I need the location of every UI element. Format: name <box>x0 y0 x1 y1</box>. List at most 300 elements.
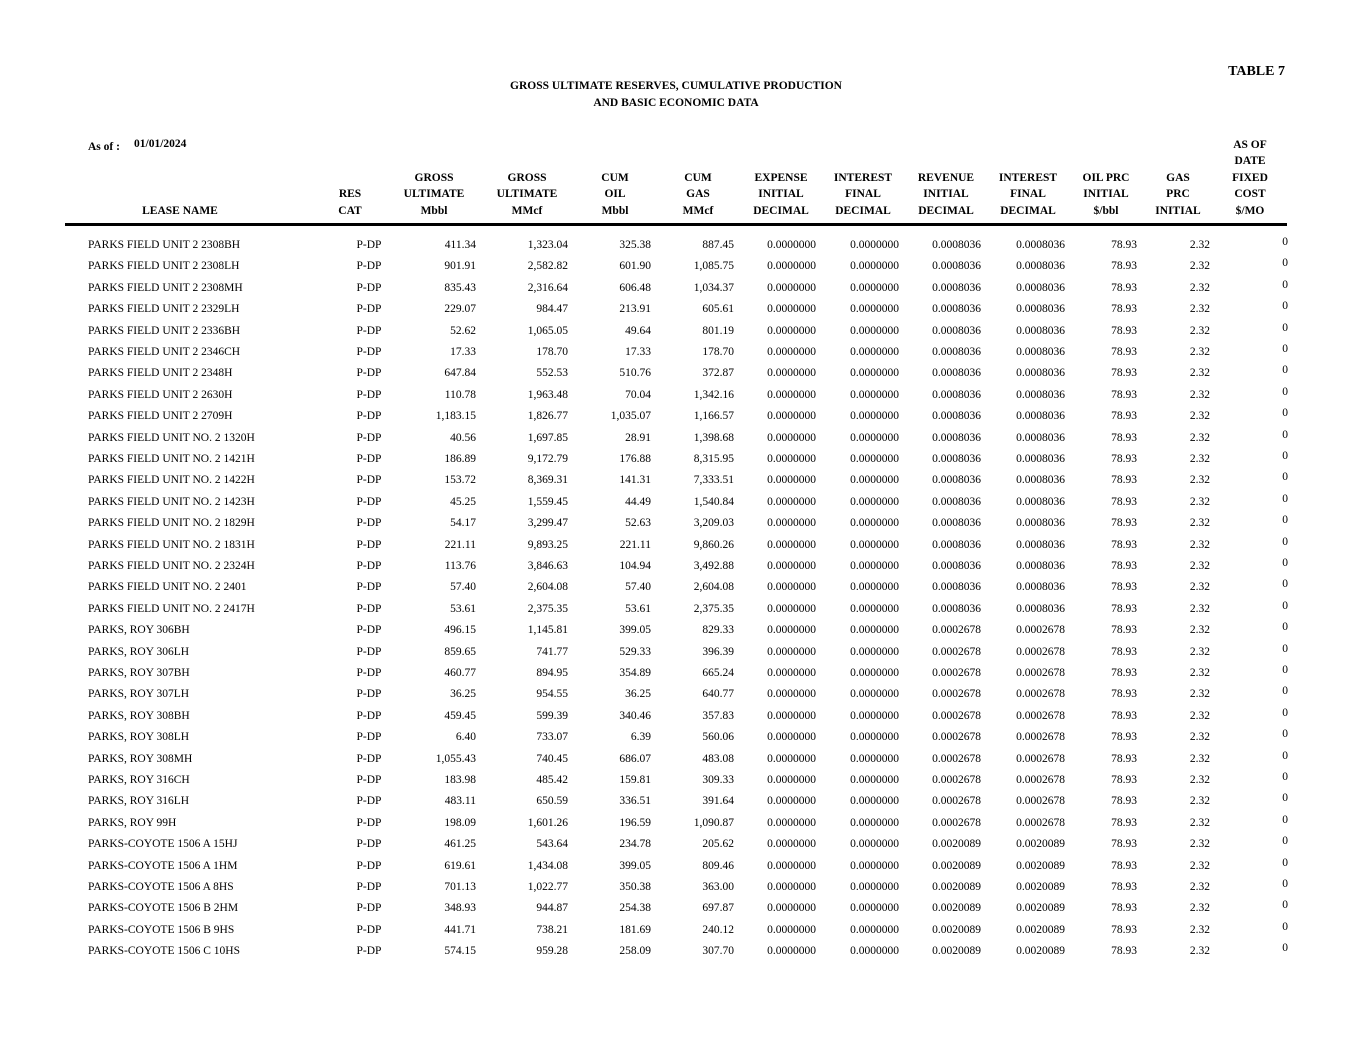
cell-expense: 0.0000000 <box>767 774 816 786</box>
cell-gross_ult_oil: 459.45 <box>444 709 476 722</box>
cell-gross_ult_gas: 1,065.05 <box>527 324 568 337</box>
table-row <box>0 920 1365 945</box>
cell-gross_ult_gas: 9,893.25 <box>527 538 568 551</box>
cell-gross_ult_gas: 741.77 <box>536 645 568 658</box>
cell-gross_ult_oil: 496.15 <box>444 624 476 637</box>
cell-res_cat: P-DP <box>356 260 382 273</box>
cell-fixed_cost: 0 <box>1282 920 1288 933</box>
cell-cum_oil: 57.40 <box>625 581 651 594</box>
cell-res_cat: P-DP <box>356 388 382 401</box>
col-header-fixed_cost: DATE <box>1234 155 1266 167</box>
cell-revenue: 0.0008036 <box>932 303 981 316</box>
report-title-line-1: GROSS ULTIMATE RESERVES, CUMULATIVE PRODUCTION <box>510 80 842 92</box>
cell-cum_oil: 159.81 <box>619 774 651 786</box>
cell-int_final: 0.0000000 <box>850 453 899 465</box>
cell-oil_prc: 78.93 <box>1111 453 1137 465</box>
table-row <box>0 664 1365 688</box>
cell-expense: 0.0000000 <box>767 367 816 380</box>
cell-gross_ult_gas: 984.47 <box>536 303 568 316</box>
cell-cum_gas: 1,398.68 <box>693 431 734 444</box>
cell-oil_prc: 78.93 <box>1111 923 1137 936</box>
cell-expense: 0.0000000 <box>767 388 816 401</box>
cell-int_final: 0.0000000 <box>850 838 899 851</box>
cell-res_cat: P-DP <box>356 453 382 465</box>
cell-cum_oil: 44.49 <box>625 495 651 508</box>
cell-oil_prc: 78.93 <box>1111 538 1137 551</box>
cell-revenue: 0.0008036 <box>932 281 981 294</box>
cell-lease_name: PARKS, ROY 306BH <box>88 624 190 637</box>
cell-int_final: 0.0000000 <box>850 303 899 316</box>
col-header-oil_prc: INITIAL <box>1083 188 1129 200</box>
cell-expense: 0.0000000 <box>767 624 816 637</box>
cell-cum_oil: 221.11 <box>619 538 651 551</box>
cell-gas_prc: 2.32 <box>1189 645 1210 658</box>
cell-fixed_cost: 0 <box>1282 578 1288 591</box>
cell-revenue: 0.0002678 <box>932 688 981 701</box>
cell-cum_gas: 363.00 <box>702 881 734 893</box>
cell-gross_ult_oil: 461.25 <box>444 838 476 851</box>
cell-oil_prc: 78.93 <box>1111 431 1137 444</box>
cell-gross_ult_gas: 1,697.85 <box>527 431 568 444</box>
cell-gross_ult_oil: 186.89 <box>444 453 476 465</box>
col-header-int_final2: DECIMAL <box>1000 204 1056 217</box>
cell-cum_oil: 510.76 <box>619 367 651 380</box>
cell-res_cat: P-DP <box>356 410 382 423</box>
cell-lease_name: PARKS FIELD UNIT NO. 2 1422H <box>88 474 255 487</box>
cell-cum_oil: 258.09 <box>619 945 651 958</box>
cell-cum_gas: 1,090.87 <box>693 816 734 829</box>
cell-oil_prc: 78.93 <box>1111 709 1137 722</box>
cell-res_cat: P-DP <box>356 517 382 530</box>
cell-cum_oil: 340.46 <box>619 709 651 722</box>
cell-lease_name: PARKS FIELD UNIT 2 2308MH <box>88 281 243 294</box>
cell-gross_ult_gas: 9,172.79 <box>527 453 568 465</box>
cell-cum_gas: 205.62 <box>702 838 734 851</box>
cell-gas_prc: 2.32 <box>1189 367 1210 380</box>
cell-int_final2: 0.0002678 <box>1016 688 1065 701</box>
cell-fixed_cost: 0 <box>1282 664 1288 676</box>
cell-gross_ult_gas: 894.95 <box>536 667 568 679</box>
cell-cum_gas: 8,315.95 <box>693 453 734 465</box>
cell-gross_ult_gas: 1,826.77 <box>527 410 568 423</box>
cell-expense: 0.0000000 <box>767 239 816 251</box>
cell-int_final: 0.0000000 <box>850 645 899 658</box>
cell-expense: 0.0000000 <box>767 517 816 530</box>
table-row <box>0 492 1365 517</box>
cell-gas_prc: 2.32 <box>1189 624 1210 637</box>
cell-lease_name: PARKS, ROY 307BH <box>88 667 190 679</box>
cell-expense: 0.0000000 <box>767 816 816 829</box>
cell-lease_name: PARKS, ROY 308LH <box>88 731 190 744</box>
as-of-label: As of : <box>88 141 120 153</box>
cell-oil_prc: 78.93 <box>1111 388 1137 401</box>
cell-revenue: 0.0020089 <box>932 923 981 936</box>
cell-fixed_cost: 0 <box>1282 257 1288 270</box>
cell-int_final2: 0.0002678 <box>1016 731 1065 744</box>
table-row <box>0 385 1365 410</box>
cell-gross_ult_oil: 1,055.43 <box>435 752 476 765</box>
table-row <box>0 471 1365 495</box>
cell-expense: 0.0000000 <box>767 303 816 316</box>
cell-gross_ult_gas: 1,022.77 <box>527 881 568 893</box>
cell-lease_name: PARKS-COYOTE 1506 C 10HS <box>88 945 240 958</box>
cell-gross_ult_gas: 3,299.47 <box>527 517 568 530</box>
cell-gross_ult_gas: 178.70 <box>536 346 568 358</box>
cell-int_final2: 0.0020089 <box>1016 945 1065 958</box>
cell-fixed_cost: 0 <box>1282 749 1288 762</box>
col-header-gross_ult_gas: MMcf <box>511 204 543 217</box>
cell-gross_ult_oil: 647.84 <box>444 367 476 380</box>
cell-lease_name: PARKS FIELD UNIT NO. 2 1423H <box>88 495 255 508</box>
col-header-gross_ult_gas: GROSS <box>507 171 547 184</box>
cell-gross_ult_gas: 552.53 <box>536 367 568 380</box>
col-header-fixed_cost: AS OF <box>1233 138 1267 151</box>
cell-fixed_cost: 0 <box>1282 771 1288 783</box>
cell-fixed_cost: 0 <box>1282 364 1288 377</box>
cell-int_final2: 0.0020089 <box>1016 881 1065 893</box>
cell-int_final2: 0.0002678 <box>1016 752 1065 765</box>
cell-fixed_cost: 0 <box>1282 856 1288 869</box>
cell-oil_prc: 78.93 <box>1111 560 1137 572</box>
col-header-fixed_cost: FIXED <box>1232 171 1268 184</box>
cell-expense: 0.0000000 <box>767 474 816 487</box>
cell-res_cat: P-DP <box>356 688 382 701</box>
cell-gas_prc: 2.32 <box>1189 667 1210 679</box>
cell-gas_prc: 2.32 <box>1189 346 1210 358</box>
col-header-cum_gas: CUM <box>684 171 712 184</box>
col-header-revenue: INITIAL <box>923 188 969 200</box>
cell-int_final: 0.0000000 <box>850 945 899 958</box>
cell-int_final2: 0.0008036 <box>1016 324 1065 337</box>
cell-cum_oil: 196.59 <box>619 816 651 829</box>
cell-revenue: 0.0002678 <box>932 645 981 658</box>
cell-gas_prc: 2.32 <box>1189 923 1210 936</box>
cell-lease_name: PARKS FIELD UNIT NO. 2 1829H <box>88 517 255 530</box>
cell-int_final: 0.0000000 <box>850 367 899 380</box>
cell-revenue: 0.0002678 <box>932 752 981 765</box>
cell-res_cat: P-DP <box>356 859 382 872</box>
cell-revenue: 0.0008036 <box>932 346 981 358</box>
cell-expense: 0.0000000 <box>767 795 816 808</box>
cell-res_cat: P-DP <box>356 624 382 637</box>
cell-fixed_cost: 0 <box>1282 514 1288 527</box>
cell-int_final: 0.0000000 <box>850 410 899 423</box>
cell-gas_prc: 2.32 <box>1189 731 1210 744</box>
cell-cum_gas: 3,209.03 <box>693 517 734 530</box>
cell-cum_gas: 178.70 <box>702 346 734 358</box>
cell-lease_name: PARKS FIELD UNIT NO. 2 2417H <box>88 602 255 615</box>
cell-cum_oil: 601.90 <box>619 260 651 273</box>
cell-int_final: 0.0000000 <box>850 667 899 679</box>
cell-lease_name: PARKS FIELD UNIT NO. 2 2324H <box>88 560 255 572</box>
cell-cum_gas: 697.87 <box>702 902 734 915</box>
cell-gross_ult_oil: 619.61 <box>444 859 476 872</box>
cell-oil_prc: 78.93 <box>1111 324 1137 337</box>
cell-gas_prc: 2.32 <box>1189 324 1210 337</box>
cell-lease_name: PARKS FIELD UNIT NO. 2 2401 <box>88 581 247 594</box>
cell-lease_name: PARKS, ROY 308BH <box>88 709 190 722</box>
cell-lease_name: PARKS-COYOTE 1506 B 9HS <box>88 923 235 936</box>
col-header-gross_ult_oil: GROSS <box>414 171 454 184</box>
table-row <box>0 942 1365 966</box>
cell-res_cat: P-DP <box>356 774 382 786</box>
cell-res_cat: P-DP <box>356 474 382 487</box>
cell-int_final2: 0.0008036 <box>1016 281 1065 294</box>
col-header-int_final2: FINAL <box>1010 188 1046 200</box>
cell-expense: 0.0000000 <box>767 538 816 551</box>
cell-gross_ult_oil: 835.43 <box>444 281 476 294</box>
cell-oil_prc: 78.93 <box>1111 838 1137 851</box>
cell-gross_ult_oil: 53.61 <box>450 602 476 615</box>
cell-int_final: 0.0000000 <box>850 324 899 337</box>
cell-gross_ult_gas: 944.87 <box>536 902 568 915</box>
cell-gas_prc: 2.32 <box>1189 239 1210 251</box>
col-header-expense: DECIMAL <box>753 204 809 217</box>
cell-oil_prc: 78.93 <box>1111 303 1137 316</box>
cell-cum_oil: 104.94 <box>619 560 651 572</box>
cell-expense: 0.0000000 <box>767 945 816 958</box>
table-row <box>0 642 1365 667</box>
cell-oil_prc: 78.93 <box>1111 410 1137 423</box>
cell-cum_gas: 801.19 <box>702 324 734 337</box>
cell-gross_ult_gas: 1,559.45 <box>527 495 568 508</box>
cell-cum_oil: 53.61 <box>625 602 651 615</box>
cell-cum_oil: 254.38 <box>619 902 651 915</box>
cell-revenue: 0.0008036 <box>932 581 981 594</box>
cell-int_final2: 0.0002678 <box>1016 645 1065 658</box>
cell-gas_prc: 2.32 <box>1189 260 1210 273</box>
cell-cum_gas: 372.87 <box>702 367 734 380</box>
cell-gas_prc: 2.32 <box>1189 709 1210 722</box>
cell-gross_ult_gas: 485.42 <box>536 774 568 786</box>
cell-fixed_cost: 0 <box>1282 642 1288 655</box>
cell-res_cat: P-DP <box>356 816 382 829</box>
cell-cum_gas: 1,166.57 <box>693 410 734 423</box>
cell-fixed_cost: 0 <box>1282 835 1288 848</box>
cell-gross_ult_oil: 110.78 <box>444 388 476 401</box>
cell-int_final2: 0.0002678 <box>1016 624 1065 637</box>
cell-lease_name: PARKS FIELD UNIT 2 2336BH <box>88 324 241 337</box>
cell-gross_ult_oil: 54.17 <box>450 517 476 530</box>
cell-gross_ult_gas: 2,582.82 <box>527 260 568 273</box>
cell-res_cat: P-DP <box>356 346 382 358</box>
cell-cum_oil: 234.78 <box>619 838 651 851</box>
cell-gross_ult_gas: 733.07 <box>536 731 568 744</box>
cell-res_cat: P-DP <box>356 838 382 851</box>
cell-gas_prc: 2.32 <box>1189 774 1210 786</box>
cell-int_final2: 0.0020089 <box>1016 902 1065 915</box>
cell-gas_prc: 2.32 <box>1189 281 1210 294</box>
table-row <box>0 792 1365 816</box>
cell-int_final: 0.0000000 <box>850 517 899 530</box>
cell-lease_name: PARKS FIELD UNIT NO. 2 1421H <box>88 453 255 465</box>
cell-int_final2: 0.0008036 <box>1016 346 1065 358</box>
cell-int_final2: 0.0008036 <box>1016 602 1065 615</box>
col-header-cum_oil: Mbbl <box>601 204 629 217</box>
table-label: TABLE 7 <box>1228 64 1285 79</box>
cell-gas_prc: 2.32 <box>1189 795 1210 808</box>
cell-cum_gas: 483.08 <box>702 752 734 765</box>
col-header-revenue: DECIMAL <box>918 204 974 217</box>
cell-gas_prc: 2.32 <box>1189 602 1210 615</box>
cell-gas_prc: 2.32 <box>1189 688 1210 701</box>
cell-gross_ult_gas: 599.39 <box>536 709 568 722</box>
cell-revenue: 0.0008036 <box>932 602 981 615</box>
cell-cum_oil: 336.51 <box>619 795 651 808</box>
cell-expense: 0.0000000 <box>767 410 816 423</box>
cell-fixed_cost: 0 <box>1282 236 1288 248</box>
cell-int_final2: 0.0008036 <box>1016 260 1065 273</box>
cell-fixed_cost: 0 <box>1282 471 1288 484</box>
cell-expense: 0.0000000 <box>767 902 816 915</box>
cell-fixed_cost: 0 <box>1282 428 1288 441</box>
cell-cum_oil: 141.31 <box>619 474 651 487</box>
cell-gas_prc: 2.32 <box>1189 495 1210 508</box>
cell-cum_oil: 213.91 <box>619 303 651 316</box>
cell-revenue: 0.0008036 <box>932 324 981 337</box>
cell-gas_prc: 2.32 <box>1189 881 1210 893</box>
cell-gas_prc: 2.32 <box>1189 388 1210 401</box>
cell-fixed_cost: 0 <box>1282 813 1288 826</box>
table-row <box>0 813 1365 838</box>
cell-oil_prc: 78.93 <box>1111 474 1137 487</box>
col-header-lease_name: LEASE NAME <box>142 204 218 217</box>
cell-gross_ult_gas: 8,369.31 <box>527 474 568 487</box>
cell-res_cat: P-DP <box>356 239 382 251</box>
table-row <box>0 706 1365 731</box>
cell-gross_ult_oil: 411.34 <box>444 239 476 251</box>
col-header-fixed_cost: COST <box>1234 188 1266 200</box>
col-header-oil_prc: $/bbl <box>1093 204 1119 217</box>
cell-cum_gas: 809.46 <box>702 859 734 872</box>
cell-lease_name: PARKS FIELD UNIT 2 2346CH <box>88 346 241 358</box>
cell-cum_gas: 307.70 <box>702 945 734 958</box>
cell-int_final2: 0.0008036 <box>1016 538 1065 551</box>
cell-fixed_cost: 0 <box>1282 728 1288 741</box>
cell-revenue: 0.0002678 <box>932 731 981 744</box>
cell-cum_gas: 309.33 <box>702 774 734 786</box>
cell-cum_gas: 1,034.37 <box>693 281 734 294</box>
cell-expense: 0.0000000 <box>767 881 816 893</box>
cell-gas_prc: 2.32 <box>1189 859 1210 872</box>
cell-int_final: 0.0000000 <box>850 731 899 744</box>
cell-lease_name: PARKS FIELD UNIT 2 2308BH <box>88 239 241 251</box>
cell-res_cat: P-DP <box>356 538 382 551</box>
cell-cum_gas: 665.24 <box>702 667 734 679</box>
table-row <box>0 321 1365 346</box>
table-row <box>0 771 1365 795</box>
cell-int_final2: 0.0008036 <box>1016 303 1065 316</box>
cell-cum_gas: 2,604.08 <box>693 581 734 594</box>
table-row <box>0 749 1365 774</box>
cell-fixed_cost: 0 <box>1282 942 1288 955</box>
cell-lease_name: PARKS FIELD UNIT NO. 2 1320H <box>88 431 255 444</box>
table-row <box>0 300 1365 324</box>
cell-oil_prc: 78.93 <box>1111 667 1137 679</box>
cell-int_final: 0.0000000 <box>850 881 899 893</box>
col-header-revenue: REVENUE <box>917 171 975 184</box>
cell-revenue: 0.0002678 <box>932 795 981 808</box>
cell-gross_ult_oil: 483.11 <box>444 795 476 808</box>
cell-cum_gas: 396.39 <box>702 645 734 658</box>
cell-cum_oil: 350.38 <box>619 881 651 893</box>
cell-lease_name: PARKS, ROY 306LH <box>88 645 190 658</box>
cell-int_final: 0.0000000 <box>850 260 899 273</box>
cell-revenue: 0.0008036 <box>932 431 981 444</box>
cell-cum_gas: 887.45 <box>702 239 734 251</box>
cell-gross_ult_oil: 17.33 <box>450 346 476 358</box>
cell-oil_prc: 78.93 <box>1111 239 1137 251</box>
table-row <box>0 257 1365 281</box>
cell-gross_ult_oil: 113.76 <box>444 560 476 572</box>
cell-gross_ult_gas: 650.59 <box>536 795 568 808</box>
cell-res_cat: P-DP <box>356 281 382 294</box>
cell-cum_gas: 7,333.51 <box>693 474 734 487</box>
cell-gross_ult_gas: 1,963.48 <box>527 388 568 401</box>
cell-gross_ult_oil: 57.40 <box>450 581 476 594</box>
cell-oil_prc: 78.93 <box>1111 774 1137 786</box>
cell-fixed_cost: 0 <box>1282 685 1288 698</box>
cell-lease_name: PARKS-COYOTE 1506 B 2HM <box>88 902 239 915</box>
as-of-date: 01/01/2024 <box>134 138 187 150</box>
cell-oil_prc: 78.93 <box>1111 346 1137 358</box>
cell-cum_gas: 2,375.35 <box>693 602 734 615</box>
cell-revenue: 0.0002678 <box>932 709 981 722</box>
cell-lease_name: PARKS, ROY 307LH <box>88 688 190 701</box>
cell-lease_name: PARKS-COYOTE 1506 A 1HM <box>88 859 238 872</box>
cell-revenue: 0.0002678 <box>932 667 981 679</box>
cell-cum_oil: 176.88 <box>619 453 651 465</box>
cell-gross_ult_gas: 1,601.26 <box>527 816 568 829</box>
cell-int_final: 0.0000000 <box>850 560 899 572</box>
cell-res_cat: P-DP <box>356 795 382 808</box>
cell-int_final2: 0.0002678 <box>1016 774 1065 786</box>
cell-cum_gas: 605.61 <box>702 303 734 316</box>
cell-fixed_cost: 0 <box>1282 599 1288 612</box>
cell-int_final: 0.0000000 <box>850 239 899 251</box>
cell-int_final: 0.0000000 <box>850 624 899 637</box>
cell-cum_gas: 1,342.16 <box>693 388 734 401</box>
cell-expense: 0.0000000 <box>767 560 816 572</box>
cell-expense: 0.0000000 <box>767 688 816 701</box>
cell-res_cat: P-DP <box>356 923 382 936</box>
cell-fixed_cost: 0 <box>1282 899 1288 912</box>
table-row <box>0 450 1365 474</box>
cell-gross_ult_oil: 198.09 <box>444 816 476 829</box>
cell-gross_ult_oil: 701.13 <box>444 881 476 893</box>
cell-gross_ult_oil: 153.72 <box>444 474 476 487</box>
cell-gross_ult_oil: 221.11 <box>444 538 476 551</box>
cell-int_final: 0.0000000 <box>850 902 899 915</box>
cell-res_cat: P-DP <box>356 303 382 316</box>
cell-expense: 0.0000000 <box>767 752 816 765</box>
table-row <box>0 878 1365 902</box>
cell-int_final2: 0.0008036 <box>1016 560 1065 572</box>
cell-lease_name: PARKS FIELD UNIT 2 2709H <box>88 410 233 423</box>
cell-cum_oil: 686.07 <box>619 752 651 765</box>
cell-cum_oil: 529.33 <box>619 645 651 658</box>
cell-cum_gas: 240.12 <box>702 923 734 936</box>
cell-oil_prc: 78.93 <box>1111 260 1137 273</box>
cell-cum_gas: 391.64 <box>702 795 734 808</box>
cell-gas_prc: 2.32 <box>1189 410 1210 423</box>
cell-res_cat: P-DP <box>356 431 382 444</box>
cell-gas_prc: 2.32 <box>1189 902 1210 915</box>
table-row <box>0 557 1365 581</box>
cell-cum_oil: 6.39 <box>630 731 651 744</box>
table-row <box>0 835 1365 859</box>
cell-cum_oil: 606.48 <box>619 281 651 294</box>
